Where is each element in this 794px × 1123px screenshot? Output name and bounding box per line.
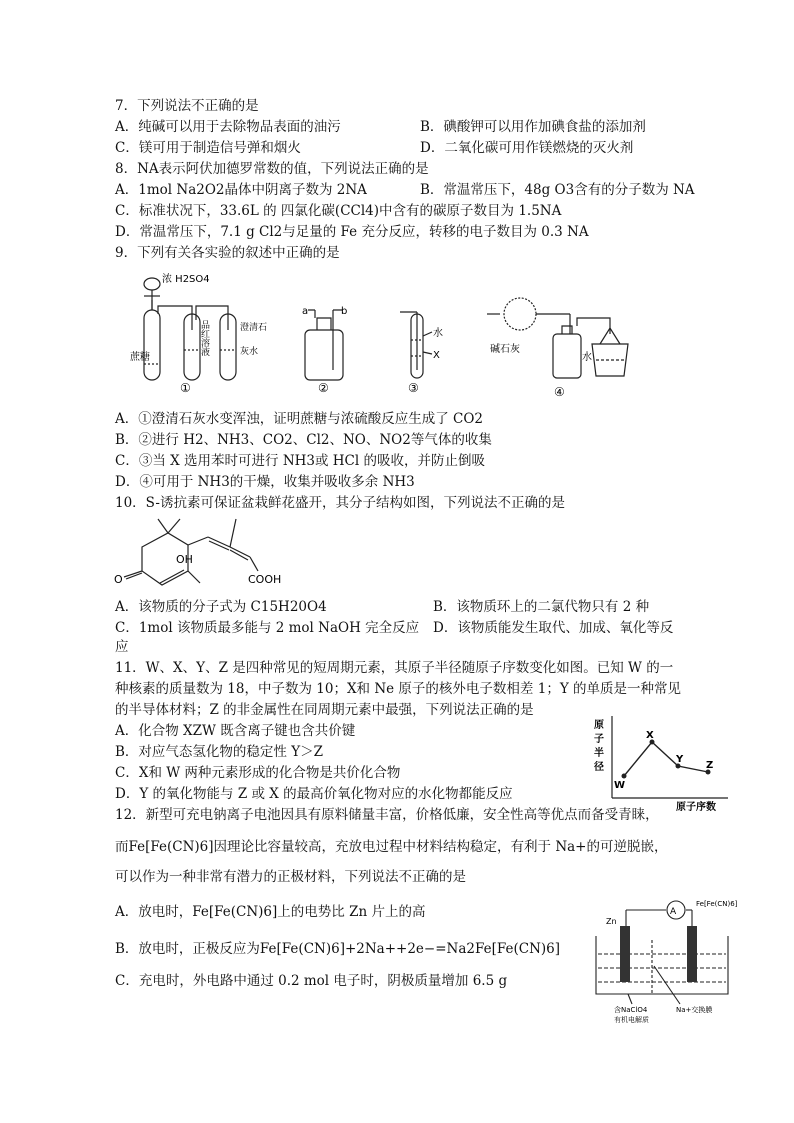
- q12-ammeter-label: A: [670, 907, 677, 917]
- q7-option-d: D．二氧化碳可用作镁燃烧的灭火剂: [420, 140, 634, 156]
- q12-option-a: A．放电时，Fe[Fe(CN)6]上的电势比 Zn 片上的高: [115, 904, 426, 920]
- q7-option-a: A．纯碱可以用于去除物品表面的油污: [115, 119, 341, 135]
- q11-option-a: A．化合物 XZW 既含离子键也含共价键: [115, 723, 356, 739]
- q11-option-d: D．Y 的氧化物能与 Z 或 X 的最高价氧化物对应的水化物都能反应: [115, 786, 513, 802]
- q9-fig-1-number: ①: [180, 381, 191, 395]
- q12-line-3: 可以作为一种非常有潜力的正极材料，下列说法不正确的是: [115, 869, 466, 885]
- q11-point-x: X: [646, 730, 654, 741]
- q9-limewater-label-1: 澄清石: [240, 323, 268, 333]
- q9-water-label-2: 水: [582, 352, 592, 363]
- q9-soda-lime-label: 碱石灰: [490, 344, 520, 355]
- q9-option-d: D．④可用于 NH3的干燥，收集并吸收多余 NH3: [115, 474, 415, 490]
- q11-ylabel-3: 半: [594, 748, 604, 759]
- q10-option-d: D．该物质能发生取代、加成、氧化等反: [433, 620, 674, 636]
- q12-option-c: C．充电时，外电路中通过 0.2 mol 电子时，阴极质量增加 6.5 g: [115, 973, 508, 989]
- q7-stem: 7．下列说法不正确的是: [115, 98, 259, 114]
- q12-zn-label: Zn: [606, 917, 617, 926]
- q9-option-c: C．③当 X 选用苯时可进行 NH3或 HCl 的吸收，并防止倒吸: [115, 453, 485, 469]
- q11-line-1: 11．W、X、Y、Z 是四种常见的短周期元素，其原子半径随原子序数变化如图。已知 W 的一: [115, 660, 674, 676]
- q10-o-label: O: [114, 573, 123, 586]
- q11-atomic-radius-graph: [590, 712, 730, 812]
- q7-option-c: C．镁可用于制造信号弹和烟火: [115, 140, 301, 156]
- q10-option-c: C．1mol 该物质最多能与 2 mol NaOH 完全反应: [115, 620, 420, 636]
- q9-water-label: 水: [433, 328, 443, 339]
- q9-sugar-label: 蔗糖: [130, 352, 150, 363]
- q11-option-c: C．X和 W 两种元素形成的化合物是共价化合物: [115, 765, 401, 781]
- q9-limewater-label-2: 灰水: [240, 347, 259, 357]
- q9-fig-4-number: ④: [554, 385, 565, 399]
- q12-line-1: 12．新型可充电钠离子电池因具有原料储量丰富，价格低廉，安全性高等优点而备受青睐，: [115, 807, 659, 823]
- q8-option-a: A．1mol Na2O2晶体中阴离子数为 2NA: [115, 182, 367, 198]
- q10-structure-figure: [112, 515, 297, 595]
- q9-fig-3-number: ③: [408, 381, 419, 395]
- q10-option-a: A．该物质的分子式为 C15H20O4: [115, 599, 327, 615]
- q10-option-d-cont: 应: [115, 639, 129, 655]
- q9-fig-2-number: ②: [318, 381, 329, 395]
- q8-option-b: B．常温常压下，48g O3含有的分子数为 NA: [420, 182, 695, 198]
- q7-option-b: B．碘酸钾可以用作加碘食盐的添加剂: [420, 119, 646, 135]
- q9-apparatus-figure: [130, 270, 630, 405]
- q11-point-y: Y: [676, 754, 684, 765]
- q9-x-label: X: [433, 350, 440, 361]
- q9-option-b: B．②进行 H2、NH3、CO2、Cl2、NO、NO2等气体的收集: [115, 432, 492, 448]
- q11-ylabel-1: 原: [594, 720, 604, 731]
- q11-line-3: 的半导体材料；Z 的非金属性在同周期元素中最强，下列说法正确的是: [115, 702, 534, 718]
- q9-port-a: a: [302, 306, 309, 317]
- q8-option-c: C．标准状况下，33.6L 的 四氯化碳(CCl4)中含有的碳原子数目为 1.5NA: [115, 203, 562, 219]
- q10-oh-label: OH: [176, 553, 193, 566]
- q11-point-z: Z: [706, 760, 714, 771]
- q9-port-b: b: [341, 306, 348, 317]
- q11-xlabel: 原子序数: [676, 802, 716, 813]
- q12-electrolyte-label-2: 有机电解质: [614, 1016, 649, 1024]
- q11-point-w: W: [614, 780, 626, 791]
- q11-option-b: B．对应气态氢化物的稳定性 Y＞Z: [115, 744, 324, 760]
- q10-stem: 10．S-诱抗素可保证盆栽鲜花盛开，其分子结构如图，下列说法不正确的是: [115, 495, 565, 511]
- q11-ylabel-4: 径: [594, 762, 604, 773]
- q9-acid-label: 浓 H2SO4: [162, 274, 210, 285]
- q12-line-2: 而Fe[Fe(CN)6]因理论比容量较高，充放电过程中材料结构稳定，有利于 Na+的可逆脱嵌，: [115, 839, 668, 855]
- q11-line-2: 种核素的质量数为 18，中子数为 10；X和 Ne 原子的核外电子数相差 1；Y 的单质是一种常见: [115, 681, 682, 697]
- q11-ylabel-2: 子: [594, 734, 604, 745]
- q9-option-a: A．①澄清石灰水变浑浊，证明蔗糖与浓硫酸反应生成了 CO2: [115, 411, 484, 427]
- q8-option-d: D．常温常压下，7.1 g Cl2与足量的 Fe 充分反应，转移的电子数目为 0.3 NA: [115, 224, 589, 240]
- q10-option-b: B．该物质环上的二氯代物只有 2 种: [433, 599, 650, 615]
- q9-stem: 9．下列有关各实验的叙述中正确的是: [115, 245, 340, 261]
- q12-fe-label: Fe[Fe(CN)6]: [696, 900, 738, 908]
- q12-option-b: B．放电时，正极反应为Fe[Fe(CN)6]+2Na++2e−=Na2Fe[Fe(CN)6]: [115, 941, 561, 957]
- q12-battery-figure: [592, 896, 742, 1026]
- q8-stem: 8．NA表示阿伏加德罗常数的值，下列说法正确的是: [115, 161, 429, 177]
- q10-cooh-label: COOH: [248, 573, 282, 586]
- q12-membrane-label: Na+交换膜: [676, 1006, 713, 1014]
- q12-electrolyte-label-1: 含NaClO4: [614, 1006, 648, 1014]
- q9-pinkred-label: 品红溶液: [199, 320, 209, 356]
